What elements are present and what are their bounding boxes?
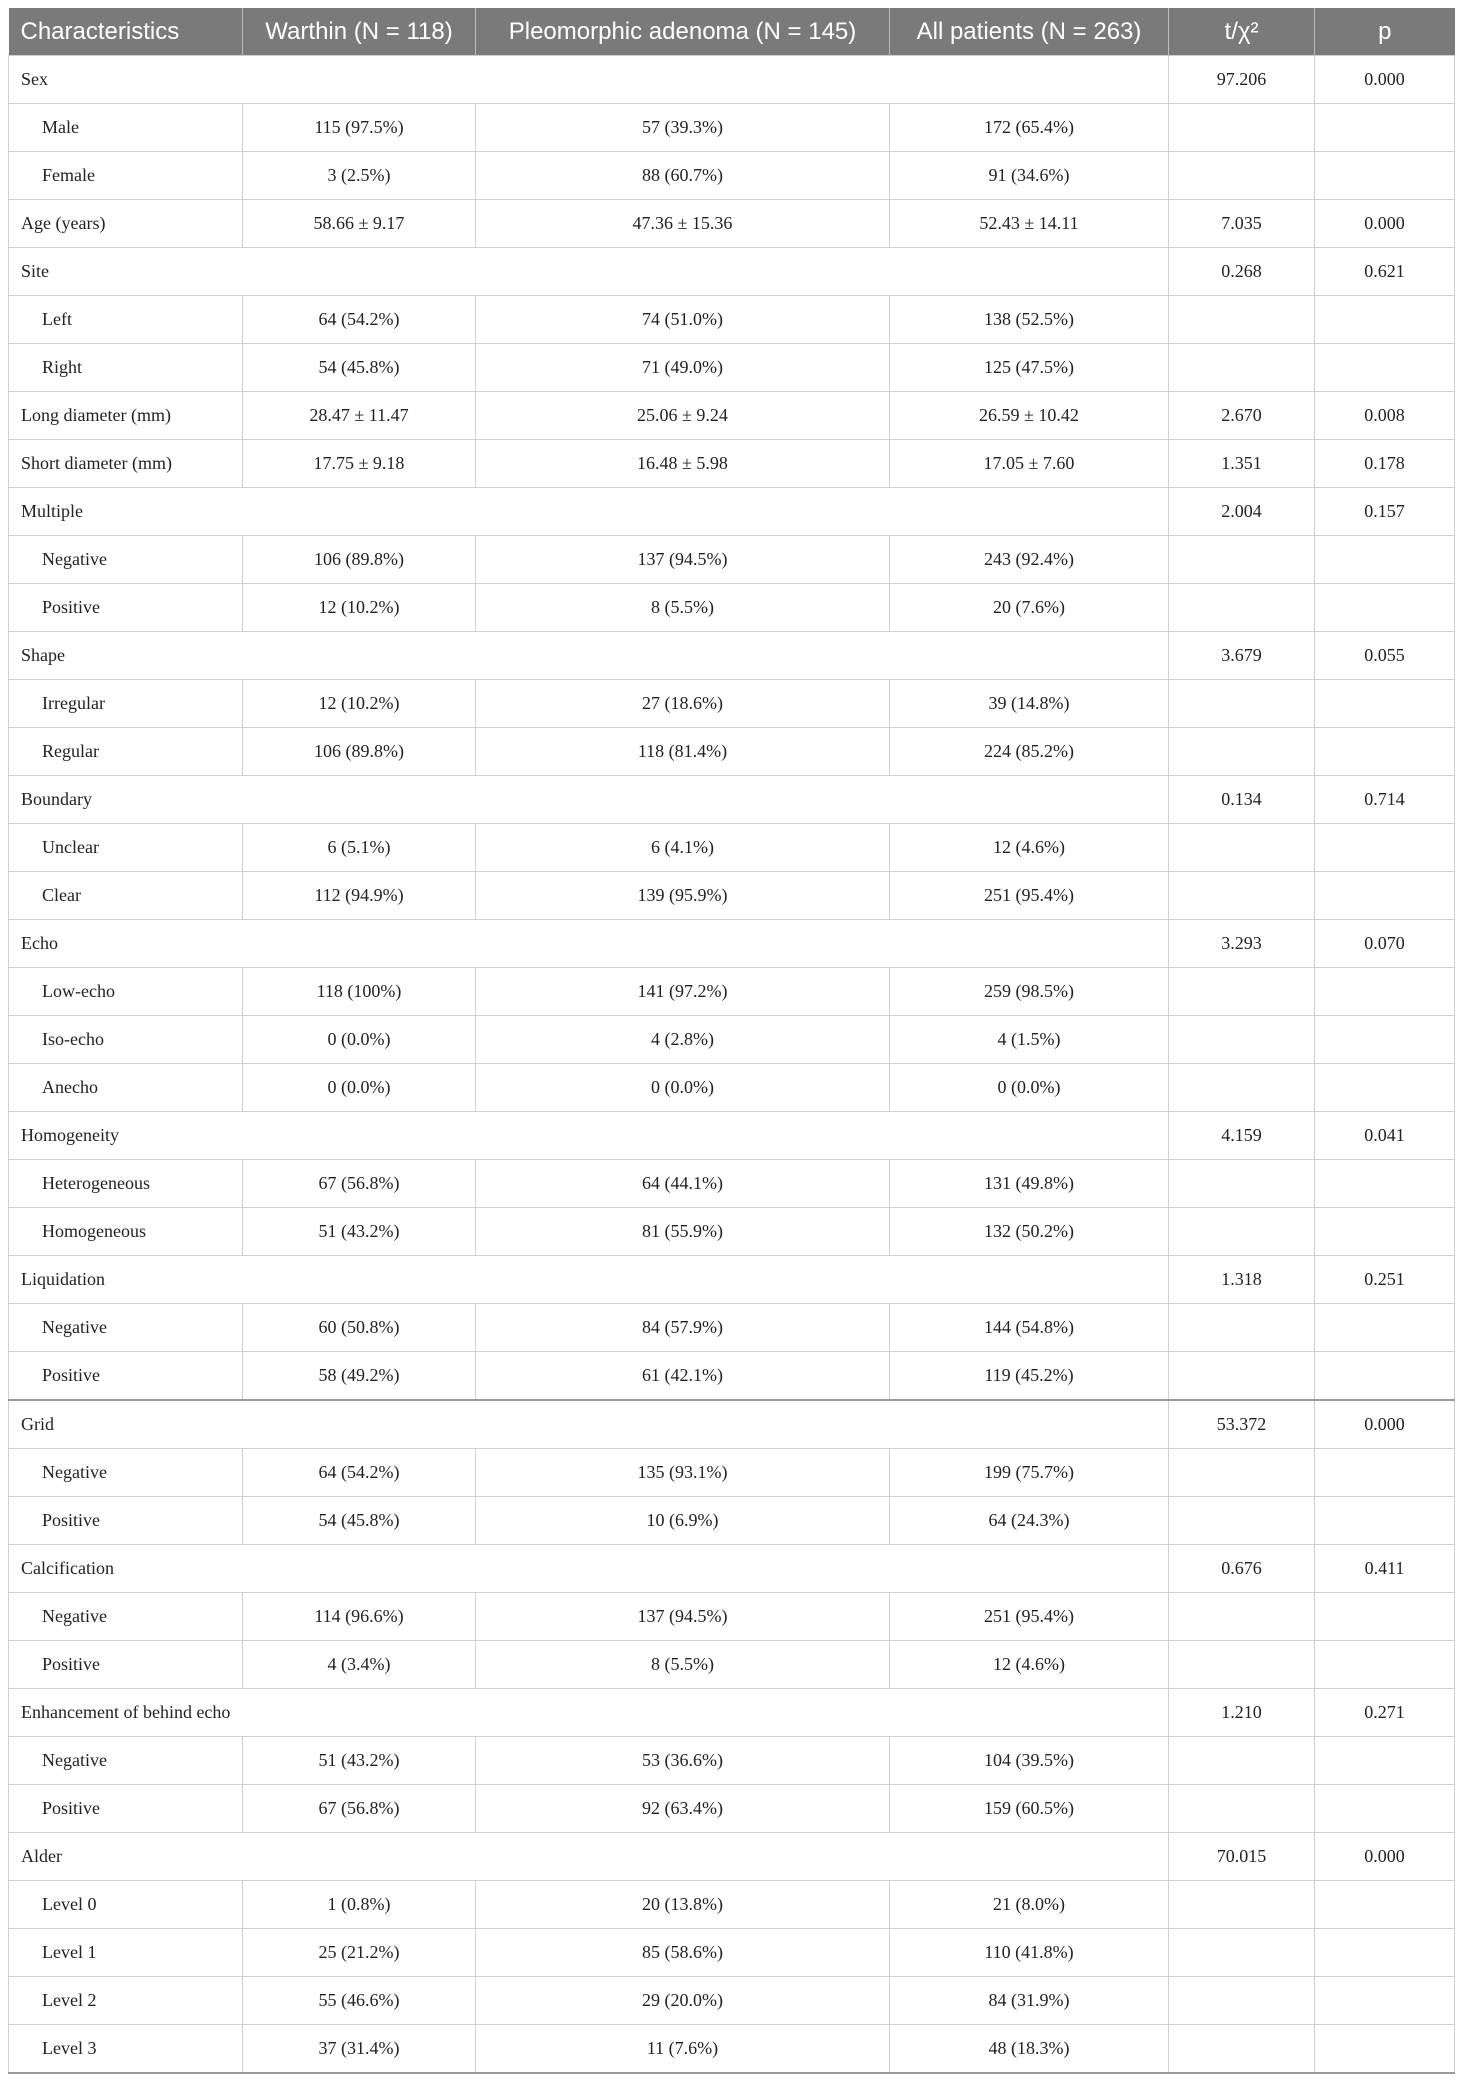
- row-label: Left: [9, 296, 243, 344]
- stat-cell: [1169, 1497, 1315, 1545]
- warthin-cell: 1 (0.8%): [243, 1881, 476, 1929]
- stat-cell: [1169, 1352, 1315, 1401]
- p-value-cell: 0.714: [1315, 776, 1455, 824]
- table-row: [9, 1833, 1455, 1881]
- p-value-cell: [1315, 1929, 1455, 1977]
- table-row: [9, 488, 1455, 536]
- table-row: [9, 200, 1455, 248]
- stat-cell: [1169, 968, 1315, 1016]
- stat-cell: [1169, 1881, 1315, 1929]
- p-value-cell: [1315, 152, 1455, 200]
- stat-cell: [1169, 728, 1315, 776]
- row-label: Positive: [9, 584, 243, 632]
- table-row: [9, 1208, 1455, 1256]
- pleomorphic-adenoma-cell: 29 (20.0%): [476, 1977, 890, 2025]
- row-label: Irregular: [9, 680, 243, 728]
- row-label: Homogeneous: [9, 1208, 243, 1256]
- stat-cell: 1.351: [1169, 440, 1315, 488]
- warthin-cell: 6 (5.1%): [243, 824, 476, 872]
- table-row: [9, 1689, 1455, 1737]
- all-patients-cell: 159 (60.5%): [890, 1785, 1169, 1833]
- p-value-cell: [1315, 1064, 1455, 1112]
- header-p-value: p: [1315, 8, 1455, 56]
- warthin-cell: 58.66 ± 9.17: [243, 200, 476, 248]
- all-patients-cell: 84 (31.9%): [890, 1977, 1169, 2025]
- row-label: Age (years): [9, 200, 243, 248]
- stat-cell: [1169, 1929, 1315, 1977]
- p-value-cell: [1315, 1641, 1455, 1689]
- pleomorphic-adenoma-cell: 64 (44.1%): [476, 1160, 890, 1208]
- p-value-cell: 0.070: [1315, 920, 1455, 968]
- p-value-cell: [1315, 536, 1455, 584]
- pleomorphic-adenoma-cell: 71 (49.0%): [476, 344, 890, 392]
- stat-cell: [1169, 1064, 1315, 1112]
- row-label: Echo: [9, 920, 1169, 968]
- row-label: Liquidation: [9, 1256, 1169, 1304]
- all-patients-cell: 17.05 ± 7.60: [890, 440, 1169, 488]
- warthin-cell: 54 (45.8%): [243, 344, 476, 392]
- row-label: Short diameter (mm): [9, 440, 243, 488]
- table-row: [9, 680, 1455, 728]
- p-value-cell: [1315, 1497, 1455, 1545]
- all-patients-cell: 0 (0.0%): [890, 1064, 1169, 1112]
- p-value-cell: [1315, 728, 1455, 776]
- stat-cell: 97.206: [1169, 56, 1315, 104]
- p-value-cell: [1315, 1593, 1455, 1641]
- p-value-cell: [1315, 1785, 1455, 1833]
- pleomorphic-adenoma-cell: 137 (94.5%): [476, 1593, 890, 1641]
- row-label: Heterogeneous: [9, 1160, 243, 1208]
- table-row: [9, 584, 1455, 632]
- all-patients-cell: 52.43 ± 14.11: [890, 200, 1169, 248]
- row-label: Iso-echo: [9, 1016, 243, 1064]
- warthin-cell: 4 (3.4%): [243, 1641, 476, 1689]
- warthin-cell: 3 (2.5%): [243, 152, 476, 200]
- warthin-cell: 17.75 ± 9.18: [243, 440, 476, 488]
- p-value-cell: [1315, 1352, 1455, 1401]
- stat-cell: 7.035: [1169, 200, 1315, 248]
- warthin-cell: 54 (45.8%): [243, 1497, 476, 1545]
- warthin-cell: 12 (10.2%): [243, 584, 476, 632]
- p-value-cell: 0.411: [1315, 1545, 1455, 1593]
- pleomorphic-adenoma-cell: 139 (95.9%): [476, 872, 890, 920]
- pleomorphic-adenoma-cell: 141 (97.2%): [476, 968, 890, 1016]
- stat-cell: [1169, 1641, 1315, 1689]
- table-row: [9, 1545, 1455, 1593]
- row-label: Negative: [9, 1593, 243, 1641]
- warthin-cell: 28.47 ± 11.47: [243, 392, 476, 440]
- stat-cell: [1169, 824, 1315, 872]
- stat-cell: [1169, 536, 1315, 584]
- row-label: Unclear: [9, 824, 243, 872]
- pleomorphic-adenoma-cell: 6 (4.1%): [476, 824, 890, 872]
- pleomorphic-adenoma-cell: 53 (36.6%): [476, 1737, 890, 1785]
- all-patients-cell: 144 (54.8%): [890, 1304, 1169, 1352]
- stat-cell: 1.210: [1169, 1689, 1315, 1737]
- stat-cell: [1169, 2025, 1315, 2074]
- warthin-cell: 25 (21.2%): [243, 1929, 476, 1977]
- row-label: Negative: [9, 1449, 243, 1497]
- p-value-cell: [1315, 680, 1455, 728]
- warthin-cell: 12 (10.2%): [243, 680, 476, 728]
- all-patients-cell: 251 (95.4%): [890, 872, 1169, 920]
- stat-cell: [1169, 1160, 1315, 1208]
- all-patients-cell: 64 (24.3%): [890, 1497, 1169, 1545]
- table-row: [9, 776, 1455, 824]
- pleomorphic-adenoma-cell: 4 (2.8%): [476, 1016, 890, 1064]
- stat-cell: [1169, 584, 1315, 632]
- table-row: [9, 1016, 1455, 1064]
- row-label: Grid: [9, 1400, 1169, 1449]
- p-value-cell: [1315, 968, 1455, 1016]
- row-label: Calcification: [9, 1545, 1169, 1593]
- table-row: [9, 1929, 1455, 1977]
- stat-cell: 53.372: [1169, 1400, 1315, 1449]
- pleomorphic-adenoma-cell: 11 (7.6%): [476, 2025, 890, 2074]
- p-value-cell: [1315, 872, 1455, 920]
- row-label: Long diameter (mm): [9, 392, 243, 440]
- warthin-cell: 37 (31.4%): [243, 2025, 476, 2074]
- header-all-patients: All patients (N = 263): [890, 8, 1169, 56]
- stat-cell: [1169, 1016, 1315, 1064]
- p-value-cell: 0.055: [1315, 632, 1455, 680]
- all-patients-cell: 91 (34.6%): [890, 152, 1169, 200]
- p-value-cell: 0.157: [1315, 488, 1455, 536]
- row-label: Level 3: [9, 2025, 243, 2074]
- all-patients-cell: 132 (50.2%): [890, 1208, 1169, 1256]
- all-patients-cell: 12 (4.6%): [890, 824, 1169, 872]
- table-row: [9, 296, 1455, 344]
- p-value-cell: 0.000: [1315, 56, 1455, 104]
- p-value-cell: [1315, 104, 1455, 152]
- stat-cell: [1169, 1593, 1315, 1641]
- table-row: [9, 56, 1455, 104]
- table-container: [8, 8, 1454, 2074]
- row-label: Boundary: [9, 776, 1169, 824]
- p-value-cell: [1315, 1737, 1455, 1785]
- stat-cell: 3.293: [1169, 920, 1315, 968]
- table-row: [9, 344, 1455, 392]
- table-row: [9, 1785, 1455, 1833]
- row-label: Homogeneity: [9, 1112, 1169, 1160]
- stat-cell: [1169, 680, 1315, 728]
- warthin-cell: 118 (100%): [243, 968, 476, 1016]
- header-characteristics: Characteristics: [9, 8, 243, 56]
- table-row: [9, 1881, 1455, 1929]
- row-label: Multiple: [9, 488, 1169, 536]
- table-row: [9, 1064, 1455, 1112]
- all-patients-cell: 48 (18.3%): [890, 2025, 1169, 2074]
- p-value-cell: [1315, 824, 1455, 872]
- warthin-cell: 106 (89.8%): [243, 536, 476, 584]
- warthin-cell: 115 (97.5%): [243, 104, 476, 152]
- row-label: Level 0: [9, 1881, 243, 1929]
- row-label: Negative: [9, 1737, 243, 1785]
- all-patients-cell: 131 (49.8%): [890, 1160, 1169, 1208]
- warthin-cell: 106 (89.8%): [243, 728, 476, 776]
- all-patients-cell: 125 (47.5%): [890, 344, 1169, 392]
- row-label: Regular: [9, 728, 243, 776]
- p-value-cell: [1315, 1881, 1455, 1929]
- row-label: Anecho: [9, 1064, 243, 1112]
- row-label: Right: [9, 344, 243, 392]
- pleomorphic-adenoma-cell: 92 (63.4%): [476, 1785, 890, 1833]
- stat-cell: [1169, 104, 1315, 152]
- p-value-cell: 0.000: [1315, 1833, 1455, 1881]
- p-value-cell: 0.271: [1315, 1689, 1455, 1737]
- pleomorphic-adenoma-cell: 84 (57.9%): [476, 1304, 890, 1352]
- pleomorphic-adenoma-cell: 57 (39.3%): [476, 104, 890, 152]
- table-row: [9, 632, 1455, 680]
- warthin-cell: 64 (54.2%): [243, 1449, 476, 1497]
- row-label: Negative: [9, 1304, 243, 1352]
- pleomorphic-adenoma-cell: 25.06 ± 9.24: [476, 392, 890, 440]
- p-value-cell: 0.041: [1315, 1112, 1455, 1160]
- table-row: [9, 824, 1455, 872]
- table-header: [9, 8, 1455, 56]
- pleomorphic-adenoma-cell: 137 (94.5%): [476, 536, 890, 584]
- all-patients-cell: 12 (4.6%): [890, 1641, 1169, 1689]
- table-row: [9, 1400, 1455, 1449]
- pleomorphic-adenoma-cell: 81 (55.9%): [476, 1208, 890, 1256]
- table-row: [9, 248, 1455, 296]
- stat-cell: 70.015: [1169, 1833, 1315, 1881]
- pleomorphic-adenoma-cell: 47.36 ± 15.36: [476, 200, 890, 248]
- p-value-cell: [1315, 1304, 1455, 1352]
- all-patients-cell: 119 (45.2%): [890, 1352, 1169, 1401]
- row-label: Positive: [9, 1497, 243, 1545]
- stat-cell: [1169, 1304, 1315, 1352]
- stat-cell: [1169, 1977, 1315, 2025]
- warthin-cell: 64 (54.2%): [243, 296, 476, 344]
- pleomorphic-adenoma-cell: 88 (60.7%): [476, 152, 890, 200]
- all-patients-cell: 104 (39.5%): [890, 1737, 1169, 1785]
- stat-cell: [1169, 296, 1315, 344]
- p-value-cell: [1315, 1977, 1455, 2025]
- p-value-cell: 0.621: [1315, 248, 1455, 296]
- stat-cell: 0.134: [1169, 776, 1315, 824]
- row-label: Enhancement of behind echo: [9, 1689, 1169, 1737]
- row-label: Low-echo: [9, 968, 243, 1016]
- stat-cell: [1169, 1737, 1315, 1785]
- table-row: [9, 920, 1455, 968]
- stat-cell: 1.318: [1169, 1256, 1315, 1304]
- pleomorphic-adenoma-cell: 8 (5.5%): [476, 1641, 890, 1689]
- stat-cell: [1169, 152, 1315, 200]
- p-value-cell: 0.000: [1315, 1400, 1455, 1449]
- row-label: Site: [9, 248, 1169, 296]
- row-label: Shape: [9, 632, 1169, 680]
- table-row: [9, 1737, 1455, 1785]
- p-value-cell: [1315, 344, 1455, 392]
- p-value-cell: 0.000: [1315, 200, 1455, 248]
- warthin-cell: 51 (43.2%): [243, 1208, 476, 1256]
- pleomorphic-adenoma-cell: 61 (42.1%): [476, 1352, 890, 1401]
- stat-cell: [1169, 344, 1315, 392]
- table-row: [9, 2025, 1455, 2074]
- pleomorphic-adenoma-cell: 135 (93.1%): [476, 1449, 890, 1497]
- all-patients-cell: 20 (7.6%): [890, 584, 1169, 632]
- pleomorphic-adenoma-cell: 10 (6.9%): [476, 1497, 890, 1545]
- stat-cell: 3.679: [1169, 632, 1315, 680]
- table-row: [9, 1641, 1455, 1689]
- stat-cell: 2.004: [1169, 488, 1315, 536]
- characteristics-table: [8, 8, 1455, 2074]
- warthin-cell: 51 (43.2%): [243, 1737, 476, 1785]
- all-patients-cell: 259 (98.5%): [890, 968, 1169, 1016]
- all-patients-cell: 39 (14.8%): [890, 680, 1169, 728]
- row-label: Level 1: [9, 1929, 243, 1977]
- row-label: Clear: [9, 872, 243, 920]
- stat-cell: [1169, 1449, 1315, 1497]
- p-value-cell: [1315, 584, 1455, 632]
- table-row: [9, 1256, 1455, 1304]
- header-warthin: Warthin (N = 118): [243, 8, 476, 56]
- table-row: [9, 1977, 1455, 2025]
- row-label: Positive: [9, 1352, 243, 1401]
- table-row: [9, 1304, 1455, 1352]
- stat-cell: [1169, 872, 1315, 920]
- row-label: Male: [9, 104, 243, 152]
- table-row: [9, 1160, 1455, 1208]
- row-label: Positive: [9, 1785, 243, 1833]
- p-value-cell: 0.251: [1315, 1256, 1455, 1304]
- table-row: [9, 104, 1455, 152]
- stat-cell: 4.159: [1169, 1112, 1315, 1160]
- all-patients-cell: 110 (41.8%): [890, 1929, 1169, 1977]
- table-row: [9, 968, 1455, 1016]
- all-patients-cell: 224 (85.2%): [890, 728, 1169, 776]
- p-value-cell: [1315, 2025, 1455, 2074]
- header-row: [9, 8, 1455, 56]
- stat-cell: 0.676: [1169, 1545, 1315, 1593]
- table-row: [9, 1593, 1455, 1641]
- pleomorphic-adenoma-cell: 8 (5.5%): [476, 584, 890, 632]
- all-patients-cell: 21 (8.0%): [890, 1881, 1169, 1929]
- stat-cell: [1169, 1785, 1315, 1833]
- all-patients-cell: 172 (65.4%): [890, 104, 1169, 152]
- header-test-statistic: t/χ²: [1169, 8, 1315, 56]
- all-patients-cell: 4 (1.5%): [890, 1016, 1169, 1064]
- row-label: Positive: [9, 1641, 243, 1689]
- p-value-cell: [1315, 1016, 1455, 1064]
- table-row: [9, 1497, 1455, 1545]
- pleomorphic-adenoma-cell: 20 (13.8%): [476, 1881, 890, 1929]
- row-label: Sex: [9, 56, 1169, 104]
- all-patients-cell: 138 (52.5%): [890, 296, 1169, 344]
- row-label: Negative: [9, 536, 243, 584]
- table-row: [9, 1352, 1455, 1401]
- p-value-cell: 0.008: [1315, 392, 1455, 440]
- header-pleomorphic-adenoma: Pleomorphic adenoma (N = 145): [476, 8, 890, 56]
- table-row: [9, 1112, 1455, 1160]
- row-label: Level 2: [9, 1977, 243, 2025]
- warthin-cell: 58 (49.2%): [243, 1352, 476, 1401]
- p-value-cell: [1315, 1208, 1455, 1256]
- table-row: [9, 1449, 1455, 1497]
- all-patients-cell: 243 (92.4%): [890, 536, 1169, 584]
- all-patients-cell: 251 (95.4%): [890, 1593, 1169, 1641]
- table-row: [9, 152, 1455, 200]
- all-patients-cell: 199 (75.7%): [890, 1449, 1169, 1497]
- warthin-cell: 55 (46.6%): [243, 1977, 476, 2025]
- table-row: [9, 536, 1455, 584]
- pleomorphic-adenoma-cell: 0 (0.0%): [476, 1064, 890, 1112]
- warthin-cell: 114 (96.6%): [243, 1593, 476, 1641]
- table-row: [9, 872, 1455, 920]
- table-row: [9, 728, 1455, 776]
- table-row: [9, 392, 1455, 440]
- stat-cell: 0.268: [1169, 248, 1315, 296]
- warthin-cell: 112 (94.9%): [243, 872, 476, 920]
- p-value-cell: [1315, 1449, 1455, 1497]
- warthin-cell: 60 (50.8%): [243, 1304, 476, 1352]
- pleomorphic-adenoma-cell: 74 (51.0%): [476, 296, 890, 344]
- p-value-cell: 0.178: [1315, 440, 1455, 488]
- all-patients-cell: 26.59 ± 10.42: [890, 392, 1169, 440]
- pleomorphic-adenoma-cell: 16.48 ± 5.98: [476, 440, 890, 488]
- p-value-cell: [1315, 1160, 1455, 1208]
- warthin-cell: 67 (56.8%): [243, 1160, 476, 1208]
- pleomorphic-adenoma-cell: 118 (81.4%): [476, 728, 890, 776]
- stat-cell: [1169, 1208, 1315, 1256]
- stat-cell: 2.670: [1169, 392, 1315, 440]
- row-label: Alder: [9, 1833, 1169, 1881]
- warthin-cell: 67 (56.8%): [243, 1785, 476, 1833]
- pleomorphic-adenoma-cell: 85 (58.6%): [476, 1929, 890, 1977]
- pleomorphic-adenoma-cell: 27 (18.6%): [476, 680, 890, 728]
- warthin-cell: 0 (0.0%): [243, 1016, 476, 1064]
- p-value-cell: [1315, 296, 1455, 344]
- row-label: Female: [9, 152, 243, 200]
- warthin-cell: 0 (0.0%): [243, 1064, 476, 1112]
- table-body: [9, 56, 1455, 2074]
- table-row: [9, 440, 1455, 488]
